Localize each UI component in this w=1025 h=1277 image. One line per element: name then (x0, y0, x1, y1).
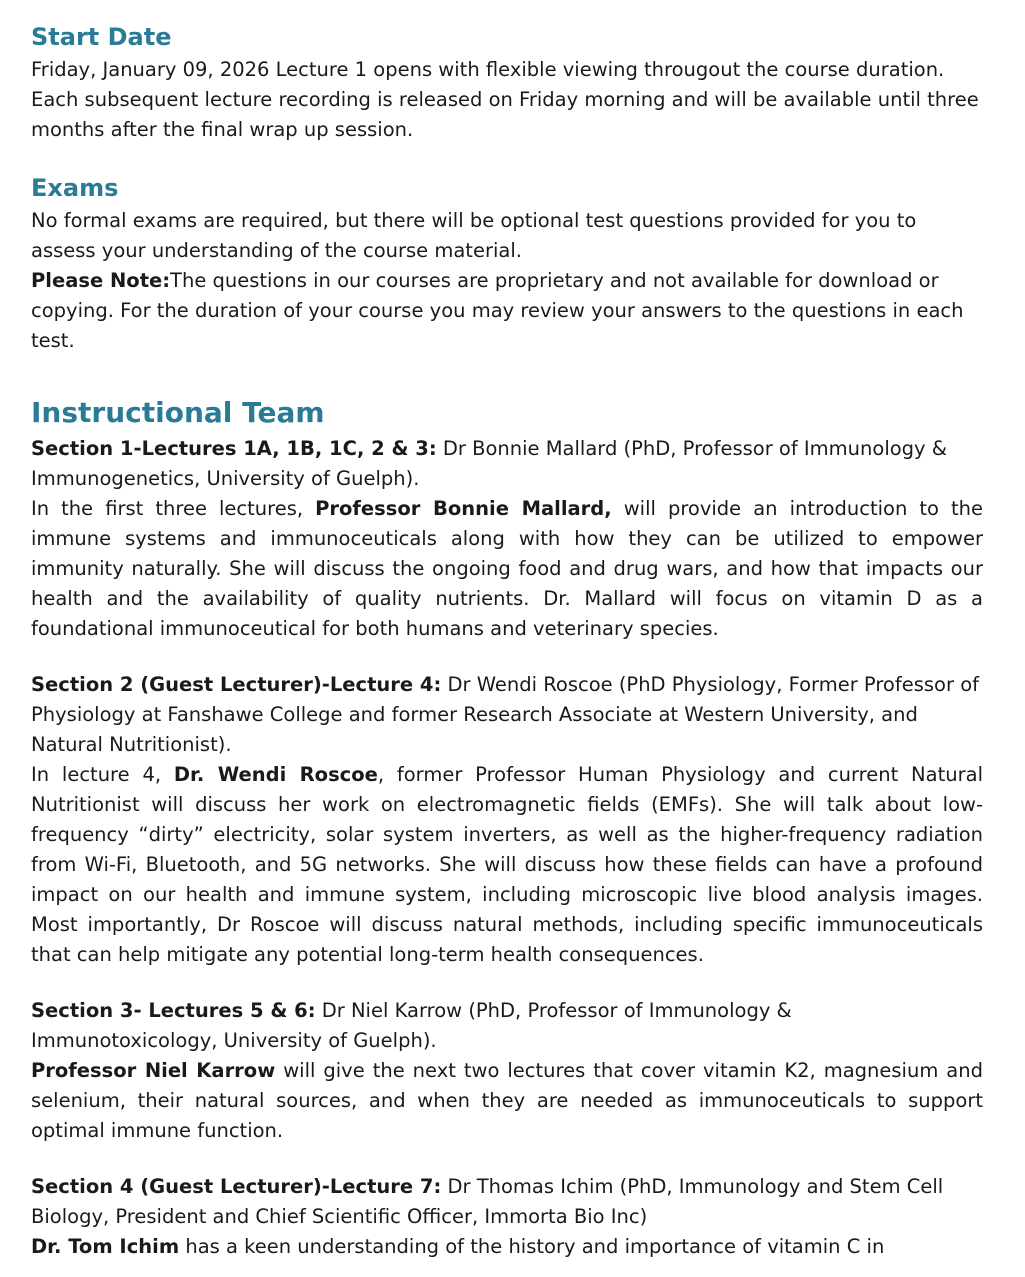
section-1-label: Section 1-Lectures 1A, 1B, 1C, 2 & 3: (31, 437, 437, 460)
section-2-lecturer-name: Dr. Wendi Roscoe (173, 763, 378, 786)
section-3-description (31, 1056, 983, 1146)
section-2-desc-body: , former Professor Human Physiology and current Natural Nutritionist will discuss her work on electromagnetic fields (EMFs). She will talk about low-frequency “dirty” electricity, solar system inverters, as well as the higher-frequency radiation from Wi-Fi, Bluetooth, and 5G networks. She will discuss how these fields can have a profound impact on our health and immune system, including microscopic live blood analysis images. Most importantly, Dr Roscoe will discuss natural methods, including specific immunoceuticals that can help mitigate any potential long-term health consequences. (31, 763, 983, 966)
start-date-text: Friday, January 09, 2026 Lecture 1 opens with flexible viewing througout the course duration. Each subsequent lecture recording is released on Friday morning and will be available until three months after the final wrap up session. (31, 58, 979, 141)
instructional-team-heading: Instructional Team (31, 396, 325, 429)
please-note-paragraph (31, 266, 983, 356)
section-1-desc-body: will provide an introduction to the immune systems and immunoceuticals along with how they can be utilized to empower immunity naturally. She will discuss the ongoing food and drug wars, and how that impacts our health and the availability of quality nutrients. Dr. Mallard will focus on vitamin D as a foundational immunoceutical for both humans and veterinary species. (31, 497, 984, 640)
section-3-desc-body: will give the next two lectures that cover vitamin K2, magnesium and selenium, their natural sources, and when they are needed as immunoceuticals to support optimal immune function. (31, 1059, 983, 1142)
section-4-credentials-text: Dr Thomas Ichim (PhD, Immunology and Stem Cell Biology, President and Chief Scientific Officer, Immorta Bio Inc) (31, 1175, 944, 1228)
section-1-lecturer-name: Professor Bonnie Mallard, (315, 497, 612, 520)
section-2-desc-intro: In lecture 4, (31, 763, 174, 786)
section-2-description (31, 760, 983, 970)
section-4-lecturer-name: Dr. Tom Ichim (31, 1235, 180, 1258)
section-2-credentials (31, 670, 983, 760)
exams-text: No formal exams are required, but there will be optional test questions provided for you to assess your understanding of the course material. (31, 209, 917, 262)
section-4-credentials (31, 1172, 983, 1232)
please-note-text: The questions in our courses are proprietary and not available for download or copying. For the duration of your course you may review your answers to the questions in each test. (31, 269, 964, 352)
section-1-description (31, 494, 983, 644)
section-2-label: Section 2 (Guest Lecturer)-Lecture 4: (31, 673, 442, 696)
section-3-credentials (31, 996, 983, 1056)
section-3-label: Section 3- Lectures 5 & 6: (31, 999, 316, 1022)
section-1-desc-intro: In the first three lectures, (31, 497, 316, 520)
section-2-credentials-text: Dr Wendi Roscoe (PhD Physiology, Former Professor of Physiology at Fanshawe College and former Research Associate at Western University, and Natural Nutritionist). (31, 673, 979, 756)
please-note-label: Please Note: (31, 269, 171, 292)
exams-heading: Exams (31, 174, 119, 202)
section-4-description (31, 1232, 983, 1262)
section-4-desc-body: has a keen understanding of the history and importance of vitamin C in (179, 1235, 885, 1258)
section-4-label: Section 4 (Guest Lecturer)-Lecture 7: (31, 1175, 442, 1198)
section-3-lecturer-name: Professor Niel Karrow (31, 1059, 276, 1082)
start-date-heading: Start Date (31, 23, 172, 51)
section-1-credentials (31, 434, 983, 494)
section-1-credentials-text: Dr Bonnie Mallard (PhD, Professor of Immunology & Immunogenetics, University of Guelph). (31, 437, 947, 490)
section-3-credentials-text: Dr Niel Karrow (PhD, Professor of Immunology & Immunotoxicology, University of Guelph). (31, 999, 792, 1052)
